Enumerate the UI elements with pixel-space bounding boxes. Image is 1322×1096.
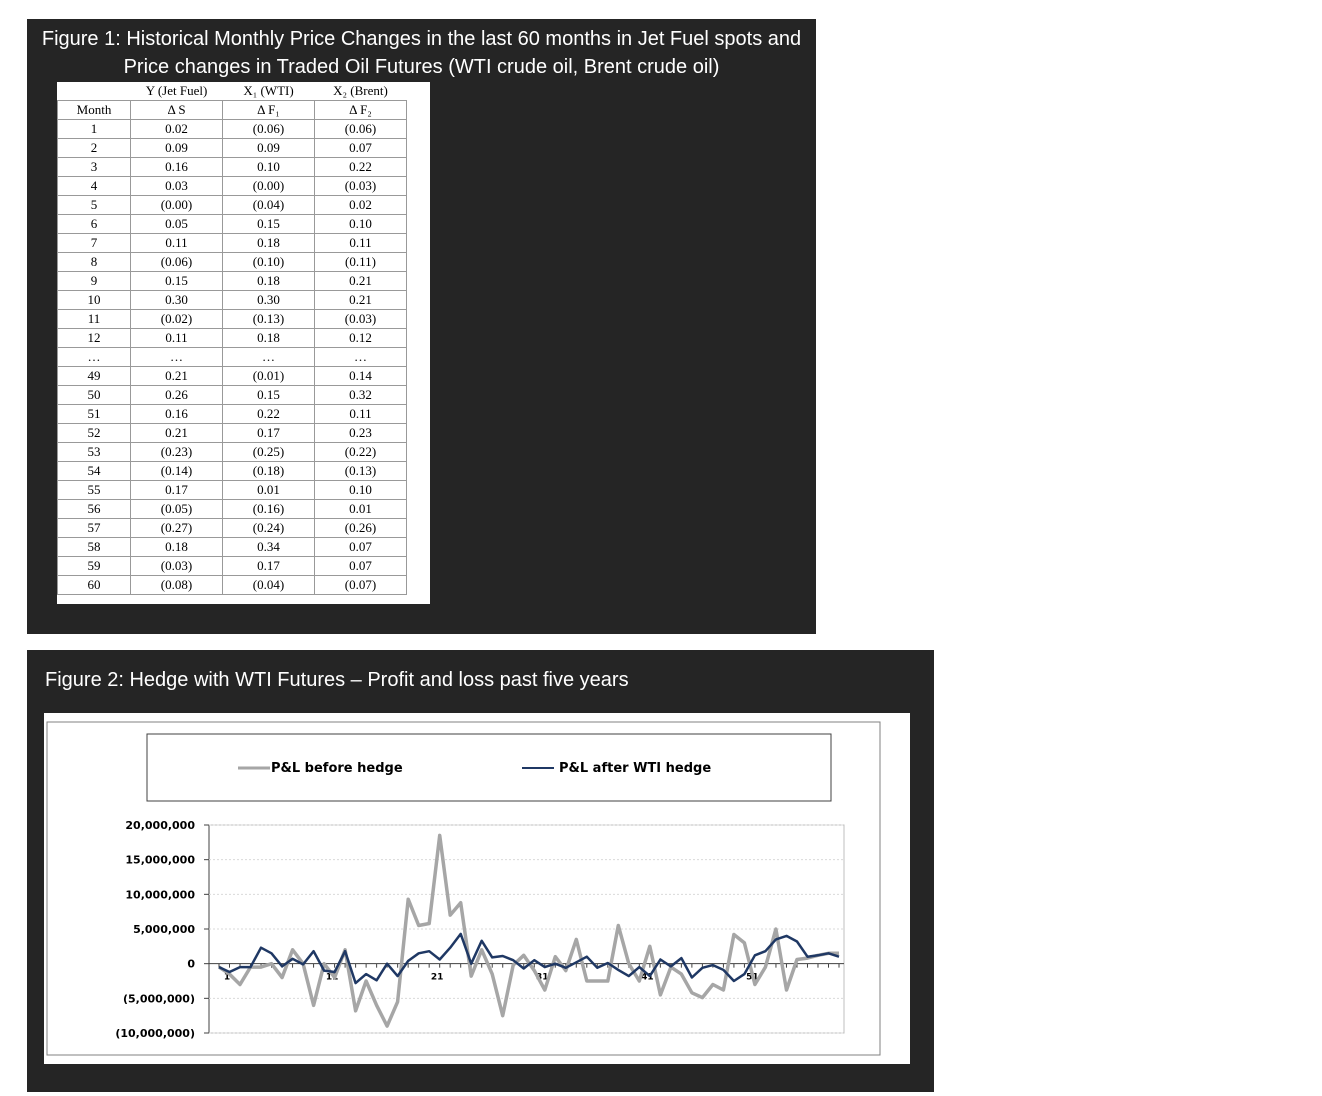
table-cell: 0.23 xyxy=(315,424,407,443)
table-cell: 0.15 xyxy=(131,272,223,291)
table-cell: 0.30 xyxy=(131,291,223,310)
y-tick-label: (5,000,000) xyxy=(123,992,195,1006)
table-cell: (0.03) xyxy=(131,557,223,576)
table-cell: 0.14 xyxy=(315,367,407,386)
table-cell: Δ F₂ xyxy=(315,101,407,120)
table-cell: (0.23) xyxy=(131,443,223,462)
table-cell: (0.08) xyxy=(131,576,223,595)
table-cell: 0.30 xyxy=(223,291,315,310)
price-change-table-wrap xyxy=(57,82,430,604)
table-cell: 0.09 xyxy=(131,139,223,158)
x-tick-label: 21 xyxy=(430,972,444,983)
table-cell: (0.00) xyxy=(131,196,223,215)
table-cell: (0.25) xyxy=(223,443,315,462)
table-cell: 54 xyxy=(58,462,131,481)
table-cell: (0.16) xyxy=(223,500,315,519)
table-cell: 9 xyxy=(58,272,131,291)
y-tick-label: 5,000,000 xyxy=(133,923,195,936)
table-cell: 6 xyxy=(58,215,131,234)
table-cell: 0.21 xyxy=(315,291,407,310)
table-header-row-top xyxy=(58,82,407,101)
table-cell: 0.05 xyxy=(131,215,223,234)
figure-1-title-line1: Figure 1: Historical Monthly Price Changes in the last 60 months in Jet Fuel spots and xyxy=(41,28,802,50)
y-tick-label: 0 xyxy=(187,957,195,971)
table-cell: 53 xyxy=(58,443,131,462)
table-row xyxy=(58,120,407,139)
figure-1-title-line2: Price changes in Traded Oil Futures (WTI crude oil, Brent crude oil) xyxy=(123,56,720,78)
table-cell: 59 xyxy=(58,557,131,576)
table-cell: 10 xyxy=(58,291,131,310)
figure-2-title: Figure 2: Hedge with WTI Futures – Profit and loss past five years xyxy=(45,669,629,691)
table-cell: (0.13) xyxy=(315,462,407,481)
table-row xyxy=(58,462,407,481)
table-cell: 55 xyxy=(58,481,131,500)
table-row xyxy=(58,253,407,272)
table-cell: 51 xyxy=(58,405,131,424)
pnl-chart-area xyxy=(44,713,910,1064)
table-cell: 56 xyxy=(58,500,131,519)
table-row xyxy=(58,386,407,405)
table-row xyxy=(58,234,407,253)
y-tick-label: 15,000,000 xyxy=(125,853,195,867)
table-cell: … xyxy=(315,348,407,367)
table-cell: 0.16 xyxy=(131,158,223,177)
table-cell: 0.22 xyxy=(223,405,315,424)
table-cell: 0.32 xyxy=(315,386,407,405)
table-row xyxy=(58,329,407,348)
table-cell: 49 xyxy=(58,367,131,386)
table-cell: 2 xyxy=(58,139,131,158)
y-tick-label: (10,000,000) xyxy=(115,1027,195,1040)
table-cell: 0.07 xyxy=(315,557,407,576)
table-cell: 8 xyxy=(58,253,131,272)
table-cell: 1 xyxy=(58,120,131,139)
table-cell: 0.10 xyxy=(315,481,407,500)
table-cell: 50 xyxy=(58,386,131,405)
table-cell: 0.12 xyxy=(315,329,407,348)
table-row xyxy=(58,424,407,443)
table-cell: 0.21 xyxy=(131,367,223,386)
figure-1-panel xyxy=(27,19,816,634)
table-cell: 0.15 xyxy=(223,386,315,405)
table-cell: 57 xyxy=(58,519,131,538)
table-cell: (0.22) xyxy=(315,443,407,462)
table-cell: 0.18 xyxy=(223,272,315,291)
table-cell: 0.10 xyxy=(315,215,407,234)
table-cell: 0.10 xyxy=(223,158,315,177)
table-row xyxy=(58,481,407,500)
table-cell: 0.21 xyxy=(315,272,407,291)
table-header-row xyxy=(58,101,407,120)
y-tick-label: 20,000,000 xyxy=(125,819,195,832)
table-cell: 0.02 xyxy=(315,196,407,215)
table-row xyxy=(58,272,407,291)
table-cell: 0.18 xyxy=(223,234,315,253)
table-cell: 0.17 xyxy=(131,481,223,500)
table-cell: 0.18 xyxy=(223,329,315,348)
table-cell: 0.07 xyxy=(315,139,407,158)
table-row xyxy=(58,367,407,386)
table-cell: (0.10) xyxy=(223,253,315,272)
table-cell: 0.34 xyxy=(223,538,315,557)
table-cell: (0.14) xyxy=(131,462,223,481)
table-cell: (0.27) xyxy=(131,519,223,538)
table-row xyxy=(58,215,407,234)
table-cell: (0.04) xyxy=(223,576,315,595)
table-cell: 5 xyxy=(58,196,131,215)
figure-1-title xyxy=(27,25,816,81)
table-cell: 0.01 xyxy=(223,481,315,500)
table-cell: (0.11) xyxy=(315,253,407,272)
table-cell: 0.11 xyxy=(131,329,223,348)
pnl-line-chart xyxy=(44,713,910,1064)
table-cell: 0.22 xyxy=(315,158,407,177)
table-cell: … xyxy=(131,348,223,367)
table-cell: 60 xyxy=(58,576,131,595)
table-cell: 0.11 xyxy=(131,234,223,253)
x-tick-label: 11 xyxy=(325,972,339,983)
x-tick-label: 41 xyxy=(641,972,654,983)
legend-label-1: P&L before hedge xyxy=(271,761,403,776)
table-cell: 0.02 xyxy=(131,120,223,139)
table-cell: (0.06) xyxy=(223,120,315,139)
table-cell: 0.18 xyxy=(131,538,223,557)
table-cell: 0.01 xyxy=(315,500,407,519)
table-cell: (0.07) xyxy=(315,576,407,595)
table-cell: 7 xyxy=(58,234,131,253)
table-cell: Month xyxy=(58,101,131,120)
table-cell: 52 xyxy=(58,424,131,443)
table-cell: 0.11 xyxy=(315,234,407,253)
table-cell: Δ F₁ xyxy=(223,101,315,120)
table-cell: (0.02) xyxy=(131,310,223,329)
table-row xyxy=(58,405,407,424)
table-row xyxy=(58,291,407,310)
table-cell: X₁ (WTI) xyxy=(243,83,294,98)
table-cell: … xyxy=(223,348,315,367)
table-cell: (0.03) xyxy=(315,310,407,329)
table-cell: 0.17 xyxy=(223,557,315,576)
table-cell: (0.03) xyxy=(315,177,407,196)
table-cell: (0.00) xyxy=(223,177,315,196)
table-row xyxy=(58,519,407,538)
table-cell: 0.03 xyxy=(131,177,223,196)
price-change-table xyxy=(57,82,407,595)
table-row xyxy=(58,576,407,595)
table-cell: (0.06) xyxy=(315,120,407,139)
table-row xyxy=(58,538,407,557)
table-cell: 0.07 xyxy=(315,538,407,557)
table-cell: 0.17 xyxy=(223,424,315,443)
table-cell: 0.26 xyxy=(131,386,223,405)
table-cell: (0.18) xyxy=(223,462,315,481)
table-cell: 3 xyxy=(58,158,131,177)
table-cell: (0.13) xyxy=(223,310,315,329)
x-tick-label: 31 xyxy=(535,972,549,983)
table-cell: 11 xyxy=(58,310,131,329)
table-row xyxy=(58,310,407,329)
x-tick-label: 1 xyxy=(223,972,231,983)
x-tick-label: 51 xyxy=(746,972,759,983)
table-row xyxy=(58,500,407,519)
table-cell: 0.15 xyxy=(223,215,315,234)
table-row xyxy=(58,557,407,576)
table-cell: … xyxy=(58,348,131,367)
table-cell: 0.16 xyxy=(131,405,223,424)
table-cell: 0.11 xyxy=(315,405,407,424)
table-row xyxy=(58,443,407,462)
table-cell: (0.26) xyxy=(315,519,407,538)
table-cell: 58 xyxy=(58,538,131,557)
table-row xyxy=(58,177,407,196)
table-cell: 4 xyxy=(58,177,131,196)
y-tick-label: 10,000,000 xyxy=(125,888,195,902)
table-cell: Y (Jet Fuel) xyxy=(145,83,208,98)
table-cell: (0.01) xyxy=(223,367,315,386)
table-row xyxy=(58,348,407,367)
table-cell: (0.06) xyxy=(131,253,223,272)
table-cell: (0.05) xyxy=(131,500,223,519)
table-row xyxy=(58,196,407,215)
legend-label-2: P&L after WTI hedge xyxy=(559,761,712,776)
table-cell: Δ S xyxy=(131,101,223,120)
table-row xyxy=(58,139,407,158)
table-cell xyxy=(58,82,131,101)
table-cell: (0.24) xyxy=(223,519,315,538)
table-cell: X₂ (Brent) xyxy=(333,83,388,98)
table-cell: 0.09 xyxy=(223,139,315,158)
table-cell: 0.21 xyxy=(131,424,223,443)
table-cell: (0.04) xyxy=(223,196,315,215)
figure-2-panel xyxy=(27,650,934,1092)
table-row xyxy=(58,158,407,177)
table-cell: 12 xyxy=(58,329,131,348)
